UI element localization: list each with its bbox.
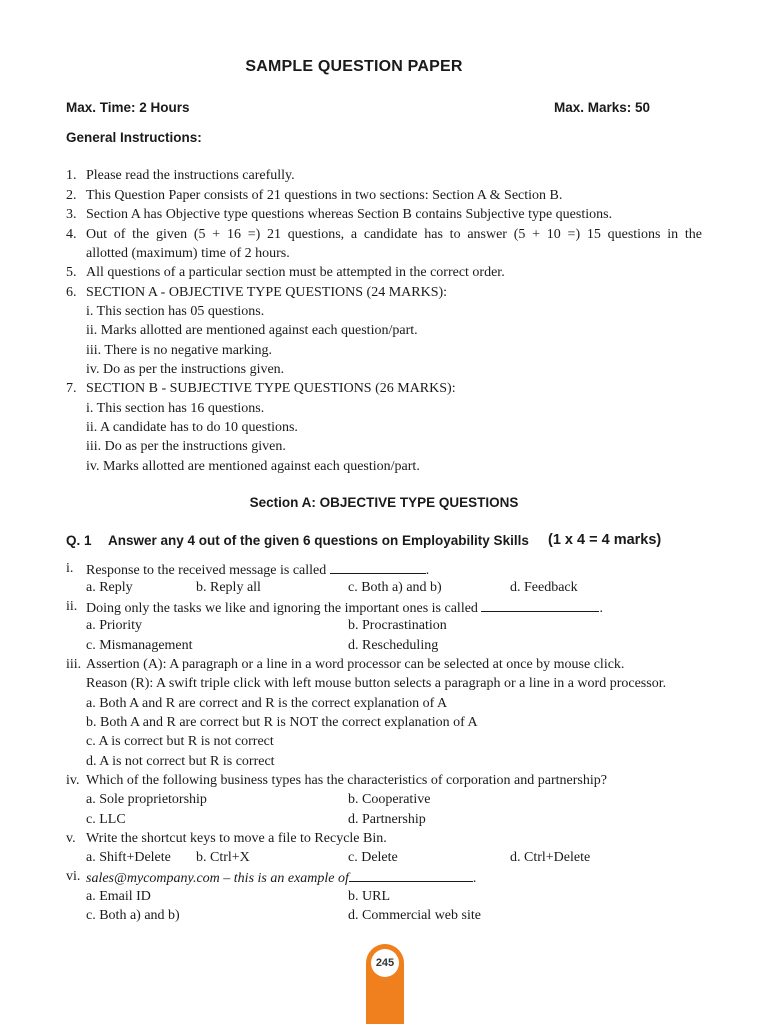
sub-question-number: vi. — [66, 869, 81, 884]
option: a. Priority — [86, 618, 142, 633]
option: c. LLC — [86, 812, 126, 827]
sub-question — [86, 867, 476, 889]
instruction-number: 2. — [66, 188, 77, 203]
option: b. Cooperative — [348, 792, 431, 807]
sub-instruction: iv. Marks allotted are mentioned against each question/part. — [86, 459, 420, 474]
sub-instruction: iii. Do as per the instructions given. — [86, 439, 286, 454]
assertion-text: Assertion (A): A paragraph or a line in a word processor can be selected at once by mouse click. — [86, 657, 625, 672]
option: d. Partnership — [348, 812, 426, 827]
instruction-number: 1. — [66, 168, 77, 183]
option: c. A is correct but R is not correct — [86, 734, 274, 749]
sub-question-end: . — [599, 601, 603, 616]
instruction-number: 3. — [66, 207, 77, 222]
instruction-number: 5. — [66, 265, 77, 280]
sub-question-number: v. — [66, 831, 76, 846]
instruction-text: allotted (maximum) time of 2 hours. — [86, 246, 290, 261]
sub-instruction: ii. A candidate has to do 10 questions. — [86, 420, 298, 435]
sub-question-number: iii. — [66, 657, 82, 672]
page-title: SAMPLE QUESTION PAPER — [245, 58, 463, 75]
max-marks: Max. Marks: 50 — [554, 100, 651, 115]
sub-question-number: iv. — [66, 773, 80, 788]
sub-instruction: ii. Marks allotted are mentioned against each question/part. — [86, 323, 418, 338]
option: b. Reply all — [196, 580, 261, 595]
sub-question-text: Response to the received message is called — [86, 563, 327, 578]
option: d. Rescheduling — [348, 638, 439, 653]
option: c. Both a) and b) — [86, 908, 180, 923]
option: d. A is not correct but R is correct — [86, 754, 275, 769]
answer-blank — [330, 559, 426, 574]
instruction-text: All questions of a particular section must be attempted in the correct order. — [86, 265, 505, 280]
instruction-text: SECTION B - SUBJECTIVE TYPE QUESTIONS (26 MARKS): — [86, 381, 456, 396]
question-marks: (1 x 4 = 4 marks) — [548, 532, 662, 548]
question-number: Q. 1 — [66, 533, 92, 548]
sub-question-text: Which of the following business types has the characteristics of corporation and partnership? — [86, 773, 607, 788]
sub-instruction: i. This section has 16 questions. — [86, 401, 265, 416]
page-number: 245 — [371, 949, 399, 977]
instruction-text: Please read the instructions carefully. — [86, 168, 295, 183]
instruction-text: Out of the given (5 + 16 =) 21 questions, a candidate has to answer (5 + 10 =) 15 questions in the — [86, 227, 702, 242]
instruction-number: 7. — [66, 381, 77, 396]
option: d. Ctrl+Delete — [510, 850, 591, 865]
option: a. Reply — [86, 580, 133, 595]
section-a-heading: Section A: OBJECTIVE TYPE QUESTIONS — [249, 495, 519, 510]
answer-blank — [349, 867, 473, 882]
instruction-text: SECTION A - OBJECTIVE TYPE QUESTIONS (24 MARKS): — [86, 285, 448, 300]
option: a. Sole proprietorship — [86, 792, 207, 807]
instruction-text: This Question Paper consists of 21 questions in two sections: Section A & Section B. — [86, 188, 563, 203]
option: a. Both A and R are correct and R is the correct explanation of A — [86, 696, 448, 711]
option: c. Both a) and b) — [348, 580, 442, 595]
reason-text: Reason (R): A swift triple click with left mouse button selects a paragraph or a line in a word processor. — [86, 676, 667, 691]
general-instructions-heading: General Instructions: — [66, 130, 202, 145]
question-heading: Answer any 4 out of the given 6 questions on Employability Skills — [108, 533, 529, 548]
instruction-number: 4. — [66, 227, 77, 242]
sub-question-number: ii. — [66, 599, 78, 614]
instruction-number: 6. — [66, 285, 77, 300]
sub-question-number: i. — [66, 561, 74, 576]
option: b. URL — [348, 889, 390, 904]
max-time: Max. Time: 2 Hours — [66, 100, 190, 115]
sub-question-end: . — [425, 563, 430, 578]
sub-question-text: sales@mycompany.com – this is an example of — [86, 871, 349, 886]
sub-question-text: Write the shortcut keys to move a file to Recycle Bin. — [86, 831, 387, 846]
option: b. Both A and R are correct but R is NOT the correct explanation of A — [86, 715, 478, 730]
answer-blank — [481, 597, 599, 612]
option: b. Ctrl+X — [196, 850, 250, 865]
option: c. Delete — [348, 850, 398, 865]
instruction-text: Section A has Objective type questions whereas Section B contains Subjective type questions. — [86, 207, 613, 222]
option: c. Mismanagement — [86, 638, 193, 653]
sub-question — [86, 597, 603, 619]
option: b. Procrastination — [348, 618, 447, 633]
sub-question-text: Doing only the tasks we like and ignoring the important ones is called — [86, 601, 478, 616]
sub-instruction: iv. Do as per the instructions given. — [86, 362, 285, 377]
sub-question-end: . — [472, 871, 477, 886]
sub-instruction: i. This section has 05 questions. — [86, 304, 265, 319]
option: d. Feedback — [510, 580, 578, 595]
option: a. Shift+Delete — [86, 850, 171, 865]
option: a. Email ID — [86, 889, 151, 904]
option: d. Commercial web site — [348, 908, 481, 923]
sub-instruction: iii. There is no negative marking. — [86, 343, 272, 358]
